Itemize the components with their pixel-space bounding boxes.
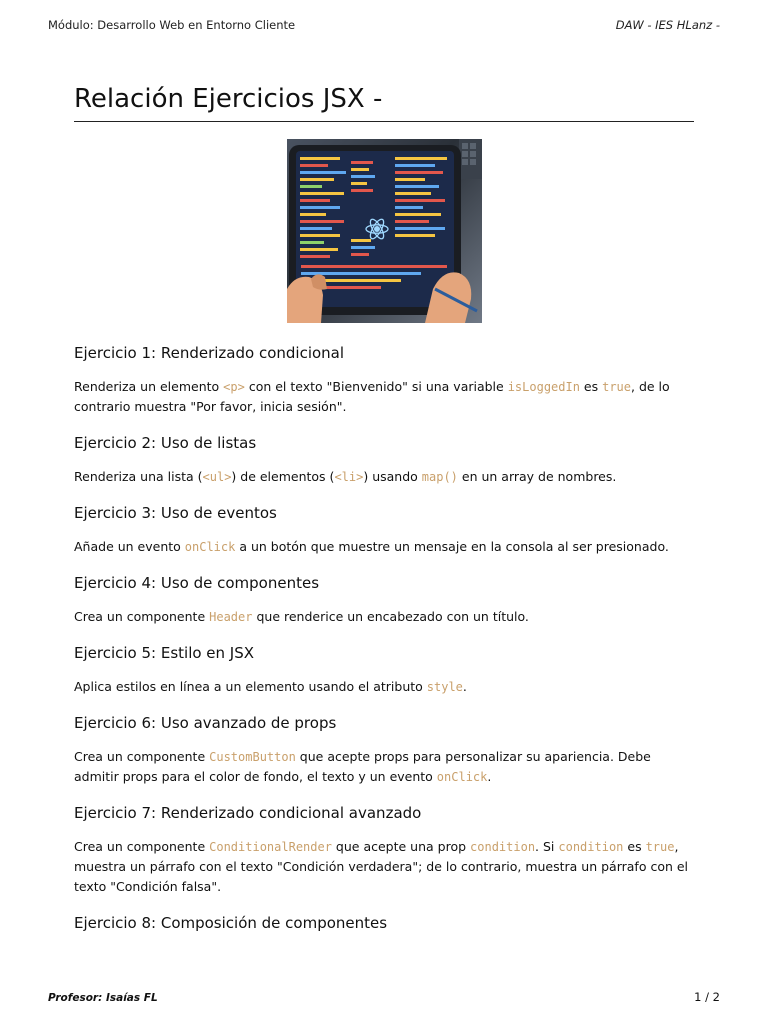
tablet-code-react-illustration xyxy=(287,139,482,323)
page-header xyxy=(48,18,720,34)
code-snippet: Header xyxy=(209,610,253,624)
exercise-5-title: Ejercicio 5: Estilo en JSX xyxy=(74,644,255,662)
hero-illustration-svg xyxy=(287,139,482,323)
code-snippet: map() xyxy=(421,470,458,484)
module-name: Módulo: Desarrollo Web en Entorno Cliente xyxy=(48,18,296,32)
author-name: Profesor: Isaías FL xyxy=(48,992,158,1004)
code-snippet: onClick xyxy=(184,540,236,554)
school-name: DAW - IES HLanz - xyxy=(615,18,720,32)
exercise-1-title: Ejercicio 1: Renderizado condicional xyxy=(74,344,345,362)
code-snippet: true xyxy=(602,380,632,394)
exercise-5-body: Aplica estilos en línea a un elemento usando el atributo style. xyxy=(74,679,467,694)
exercise-6-body: Crea un componente CustomButton que acepte props para personalizar su apariencia. Debe admitir props para el color de fondo, el texto y un evento onClick. xyxy=(74,749,651,784)
exercise-3-body: Añade un evento onClick a un botón que muestre un mensaje en la consola al ser presionado. xyxy=(74,539,669,554)
exercise-3-title: Ejercicio 3: Uso de eventos xyxy=(74,504,277,522)
code-snippet: CustomButton xyxy=(209,750,296,764)
code-snippet: <li> xyxy=(334,470,364,484)
exercise-8-title: Ejercicio 8: Composición de componentes xyxy=(74,914,388,932)
document-content xyxy=(74,82,694,933)
code-snippet: isLoggedIn xyxy=(507,380,580,394)
exercise-1-body: Renderiza un elemento <p> con el texto "Bienvenido" si una variable isLoggedIn es true, de lo contrario muestra "Por favor, inicia sesión". xyxy=(74,379,670,414)
code-snippet: style xyxy=(426,680,463,694)
exercise-2-body: Renderiza una lista (<ul>) de elementos (<li>) usando map() en un array de nombres. xyxy=(74,469,617,484)
code-snippet: ConditionalRender xyxy=(209,840,332,854)
page-number: 1 / 2 xyxy=(694,990,720,1004)
code-snippet: onClick xyxy=(436,770,488,784)
code-snippet: true xyxy=(645,840,675,854)
document-title: Relación Ejercicios JSX - xyxy=(74,82,694,122)
exercise-6-title: Ejercicio 6: Uso avanzado de props xyxy=(74,714,337,732)
code-snippet: condition xyxy=(470,840,536,854)
code-snippet: <p> xyxy=(223,380,245,394)
code-snippet: condition xyxy=(558,840,624,854)
exercise-2-title: Ejercicio 2: Uso de listas xyxy=(74,434,257,452)
exercise-7-title: Ejercicio 7: Renderizado condicional avanzado xyxy=(74,804,422,822)
exercise-4-title: Ejercicio 4: Uso de componentes xyxy=(74,574,320,592)
code-snippet: <ul> xyxy=(202,470,232,484)
page-footer xyxy=(48,990,720,1006)
exercise-4-body: Crea un componente Header que renderice un encabezado con un título. xyxy=(74,609,529,624)
exercise-7-body: Crea un componente ConditionalRender que acepte una prop condition. Si condition es true, muestra un párrafo con el texto "Condición verdadera"; de lo contrario, muestra un párrafo con el texto "Condición falsa". xyxy=(74,839,689,894)
